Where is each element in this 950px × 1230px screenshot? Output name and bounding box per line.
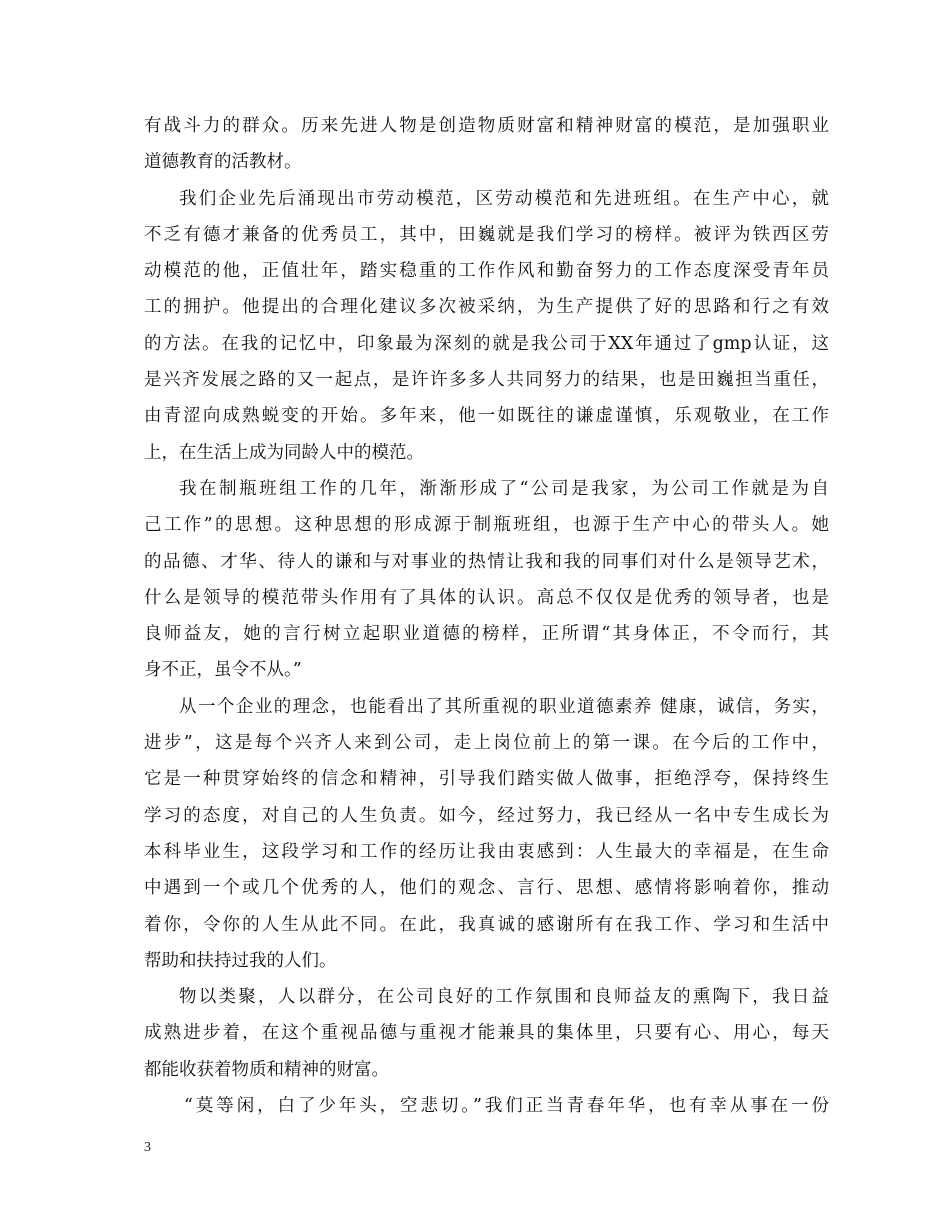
document-body <box>144 108 829 1124</box>
text-line: 己工作”的思想。这种思想的形成源于制瓶班组，也源于生产中心的带头人。她 <box>144 515 829 536</box>
page-number: 3 <box>144 1140 151 1155</box>
text-line: 什么是领导的模范带头作用有了具体的认识。高总不仅仅是优秀的领导者，也是 <box>144 587 829 608</box>
text-line: 从一个企业的理念，也能看出了其所重视的职业道德素养 健康，诚信，务实， <box>179 696 829 717</box>
text-line: 身不正，虽令不从。” <box>144 660 302 681</box>
text-line: 动模范的他，正值壮年，踏实稳重的工作作风和勤奋努力的工作态度深受青年员 <box>144 261 829 282</box>
text-line: 中遇到一个或几个优秀的人，他们的观念、言行、思想、感情将影响着你，推动 <box>144 878 829 899</box>
text-line: 学习的态度，对自己的人生负责。如今，经过努力，我已经从一名中专生成长为 <box>144 805 829 826</box>
text-line: 有战斗力的群众。历来先进人物是创造物质财富和精神财富的模范，是加强职业 <box>144 116 829 136</box>
text-line: 我在制瓶班组工作的几年，渐渐形成了“公司是我家，为公司工作就是为自 <box>179 478 829 499</box>
text-line: 由青涩向成熟蜕变的开始。多年来，他一如既往的谦虚谨慎，乐观敬业，在工作 <box>144 406 829 427</box>
text-line: “莫等闲，白了少年头，空悲切。”我们正当青春年华，也有幸从事在一份 <box>184 1096 829 1117</box>
text-line: 的方法。在我的记忆中，印象最为深刻的就是我公司于XX年通过了gmp认证，这 <box>144 333 829 354</box>
text-line: 不乏有德才兼备的优秀员工，其中，田巍就是我们学习的榜样。被评为铁西区劳 <box>144 224 829 245</box>
text-line: 上，在生活上成为同龄人中的模范。 <box>144 442 424 463</box>
text-line: 本科毕业生，这段学习和工作的经历让我由衷感到：人生最大的幸福是，在生命 <box>144 841 829 862</box>
text-line: 着你，令你的人生从此不同。在此，我真诚的感谢所有在我工作、学习和生活中 <box>144 914 829 935</box>
text-line: 的品德、才华、待人的谦和与对事业的热情让我和我的同事们对什么是领导艺术， <box>144 551 829 572</box>
text-line: 它是一种贯穿始终的信念和精神，引导我们踏实做人做事，拒绝浮夸，保持终生 <box>144 769 829 790</box>
text-line: 我们企业先后涌现出市劳动模范，区劳动模范和先进班组。在生产中心，就 <box>179 188 829 209</box>
text-line: 工的拥护。他提出的合理化建议多次被采纳，为生产提供了好的思路和行之有效 <box>144 297 829 318</box>
text-line: 道德教育的活教材。 <box>144 152 302 173</box>
text-line: 是兴齐发展之路的又一起点，是许许多多人共同努力的结果，也是田巍担当重任， <box>144 370 829 391</box>
text-line: 物以类聚，人以群分，在公司良好的工作氛围和良师益友的熏陶下，我日益 <box>179 987 829 1008</box>
text-line: 良师益友，她的言行树立起职业道德的榜样，正所谓“其身体正，不令而行，其 <box>144 624 829 645</box>
text-line: 帮助和扶持过我的人们。 <box>144 950 337 971</box>
text-line: 进步”，这是每个兴齐人来到公司，走上岗位前上的第一课。在今后的工作中， <box>144 733 829 754</box>
text-line: 成熟进步着，在这个重视品德与重视才能兼具的集体里，只要有心、用心，每天 <box>144 1023 829 1044</box>
text-line: 都能收获着物质和精神的财富。 <box>144 1059 389 1080</box>
